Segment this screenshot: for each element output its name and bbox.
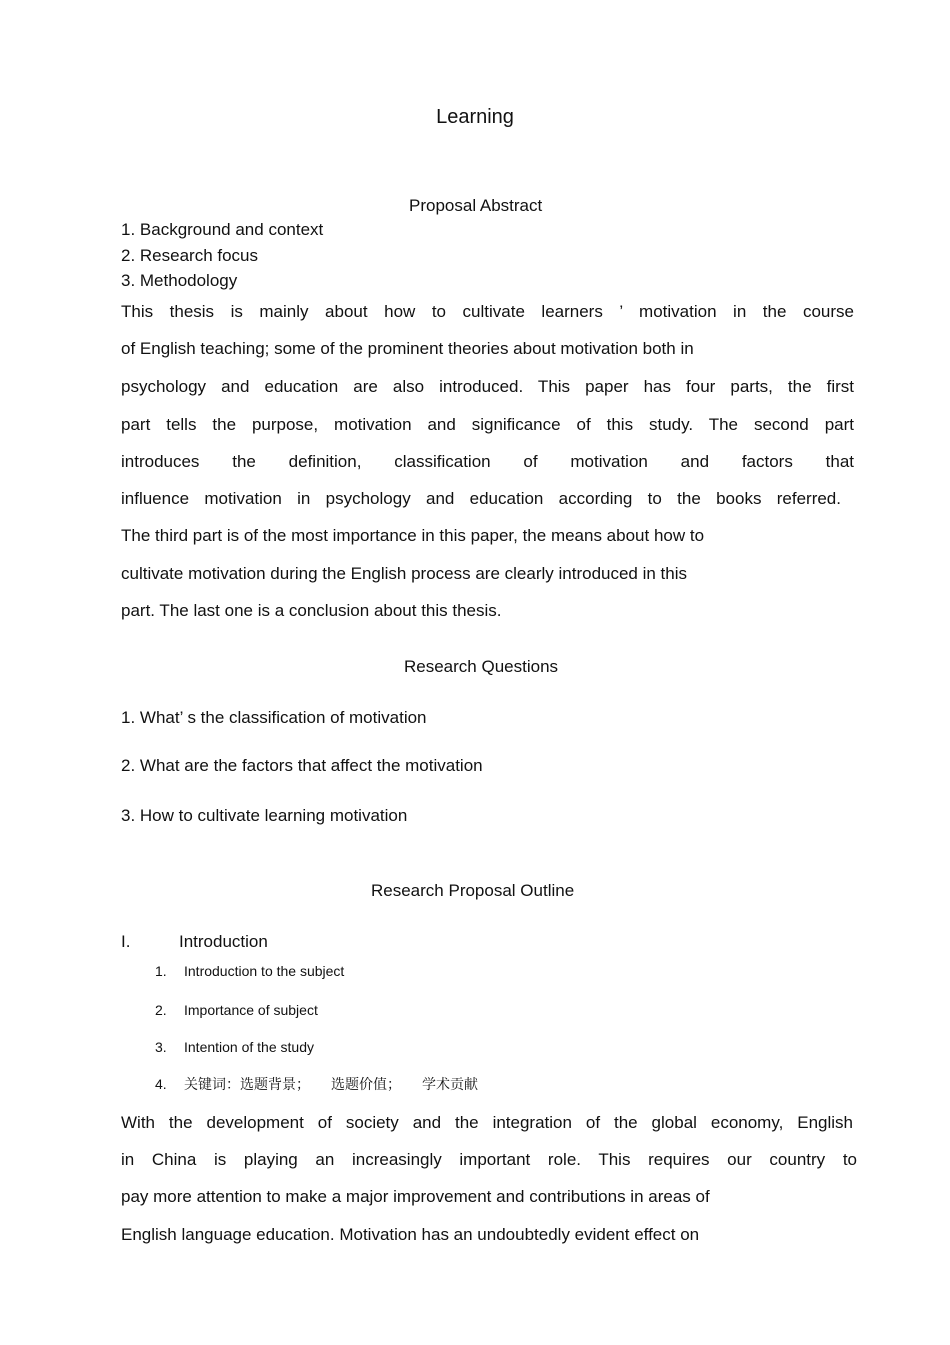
- abstract-line: introduces the definition, classification of motivation and factors that: [121, 452, 854, 471]
- abstract-line: part. The last one is a conclusion about this thesis.: [121, 601, 502, 620]
- document-title: Learning: [436, 106, 514, 128]
- section-number: I.: [121, 932, 131, 951]
- sub-item: Importance of subject: [184, 1002, 318, 1018]
- abstract-heading: Proposal Abstract: [409, 196, 543, 215]
- body-line: in China is playing an increasingly important role. This requires our country to: [121, 1150, 857, 1169]
- abstract-line: influence motivation in psychology and education according to the books referred.: [121, 489, 841, 508]
- body-line: pay more attention to make a major improvement and contributions in areas of: [121, 1187, 710, 1206]
- question-item: 2. What are the factors that affect the motivation: [121, 756, 483, 775]
- sub-number: 3.: [155, 1039, 167, 1055]
- section-title: Introduction: [179, 932, 268, 951]
- sub-item: Introduction to the subject: [184, 963, 345, 979]
- sub-item: Intention of the study: [184, 1039, 314, 1055]
- question-item: 1. What’ s the classification of motivation: [121, 708, 427, 727]
- abstract-line: The third part is of the most importance in this paper, the means about how to: [121, 526, 705, 545]
- body-line: With the development of society and the integration of the global economy, English: [121, 1113, 853, 1132]
- question-item: 3. How to cultivate learning motivation: [121, 806, 408, 825]
- sub-item-keywords: 关键词：选题背景； 选题价值； 学术贡献: [184, 1076, 478, 1092]
- sub-number: 1.: [155, 963, 167, 979]
- abstract-line: psychology and education are also introduced. This paper has four parts, the first: [121, 377, 854, 396]
- abstract-line: of English teaching; some of the prominent theories about motivation both in: [121, 339, 694, 358]
- abstract-line: cultivate motivation during the English process are clearly introduced in this: [121, 564, 688, 583]
- sub-number: 4.: [155, 1076, 167, 1092]
- abstract-item: 3. Methodology: [121, 271, 238, 290]
- abstract-item: 1. Background and context: [121, 220, 324, 239]
- outline-heading: Research Proposal Outline: [371, 881, 575, 900]
- abstract-item: 2. Research focus: [121, 246, 259, 265]
- sub-number: 2.: [155, 1002, 167, 1018]
- abstract-line: part tells the purpose, motivation and significance of this study. The second part: [121, 415, 854, 434]
- questions-heading: Research Questions: [404, 657, 559, 676]
- body-line: English language education. Motivation has an undoubtedly evident effect on: [121, 1225, 700, 1244]
- abstract-line: This thesis is mainly about how to cultivate learners ’ motivation in the course: [121, 302, 854, 321]
